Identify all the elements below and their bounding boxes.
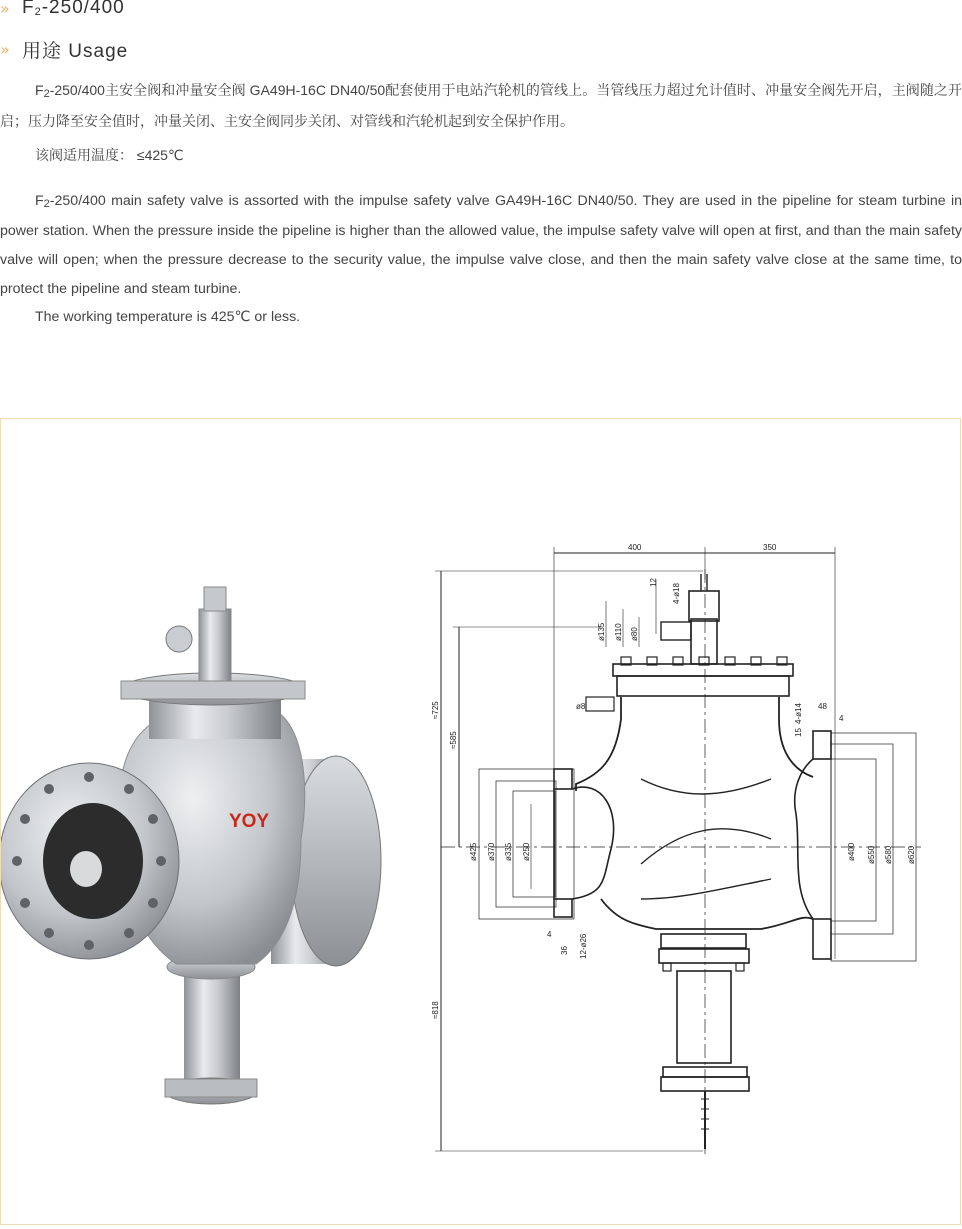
chinese-temperature [0,141,962,170]
cn-body: -250/400主安全阀和冲量安全阀 GA49H-16C DN40/50配套使用于电站汽轮机的管线上。当管线压力超过允计值时、冲量安全阀先开启，主阀随之开启；压力降至安全值时，冲量关闭、主安全阀同步关闭、对管线和汽轮机起到安全保护作用。 [0,82,962,129]
dim-small-5: 36 [560,946,569,955]
photo-bottom-flange-rim [165,1079,257,1097]
dim-left-1: ≈585 [449,731,458,749]
cn-prefix: F [35,82,44,98]
brand-mark: YOY [228,811,270,832]
en-prefix: F [35,193,44,209]
dim-stem-2: ø80 [630,627,639,641]
dim-left-0: ≈725 [431,701,440,719]
dim-small-6: 12-ø26 [579,933,588,959]
usage-heading [0,36,128,63]
dim-top-0: 400 [628,543,642,552]
dim-stem-0: ø135 [597,622,606,641]
chinese-description [0,76,962,136]
drawing-lower-flange [661,934,746,948]
cn-subscript: 2 [43,88,50,100]
panel-svg [1,419,960,1224]
dim-pipe-left-3: ø250 [522,842,531,861]
product-image-panel [0,418,961,1225]
photo-top-cap [204,587,226,611]
en-subscript: 2 [43,198,50,210]
dim-pipe-right-2: ø580 [884,845,893,864]
model-heading [0,0,125,19]
dim-pipe-right-3: ø620 [907,845,916,864]
dim-small-7: ø8 [576,702,586,711]
drawing-lower-stem [677,971,731,1063]
photo-top-cylinder [199,609,231,681]
drawing-side-port [661,622,691,640]
dim-stem-3: 4-ø18 [672,583,681,604]
model-rest: -250/400 [41,0,125,18]
dim-pipe-left-2: ø335 [504,842,513,861]
dim-pipe-right-1: ø550 [867,845,876,864]
dim-stem-1: ø110 [614,623,623,641]
drawing-inlet-flange-top [554,769,572,789]
drawing-outlet-flange-top [813,731,831,759]
dim-small-4: 4 [547,930,552,939]
dim-pipe-left-1: ø370 [487,842,496,861]
usage-title: 用途 Usage [22,41,129,62]
en-temp-text: The working temperature is 425℃ or less. [35,309,301,325]
dim-pipe-right-0: ø400 [847,842,856,861]
dim-left-2: ≈818 [431,1001,440,1019]
dim-small-3: 4-ø14 [794,703,803,724]
photo-top-flange-rim [121,681,305,699]
dim-pipe-left-0: ø425 [469,842,478,861]
model-title [22,0,125,19]
english-temperature [0,303,962,332]
drawing-top-cap [689,591,719,621]
drawing-bonnet-flange [617,676,789,696]
photo-side-gauge [166,626,192,652]
dim-small-0: 48 [818,702,827,711]
chevron-icon: » [0,0,7,18]
model-prefix: F [22,0,35,18]
dim-small-1: 4 [839,714,844,723]
dim-small-2: 15 [794,728,803,737]
cn-temp-text: 该阀适用温度： ≤425℃ [35,147,184,163]
dim-stem-4: 12 [649,578,658,587]
drawing-outlet-flange-bottom [813,919,831,959]
model-subscript: 2 [34,6,42,18]
dim-top-1: 350 [763,543,777,552]
photo-lower-stem [184,964,240,1079]
chevron-icon: » [0,40,7,59]
valve-photo [1,587,381,1104]
en-body: -250/400 main safety valve is assorted with the impulse safety valve GA49H-16C DN40/50. They are used in the pipeline for steam turbine in power station. When the pressure inside the pipeline is higher than the allowed value, the impulse safety valve will open at first, and than the main safety valve will open; when the pressure decrease to the security value, the impulse valve close, and then the main safety valve close at the same time, to protect the pipeline and steam turbine. [0,193,962,297]
drawing-bonnet-flange-top [613,664,793,676]
english-description [0,187,962,304]
photo-inlet-disc [70,851,102,887]
drawing-inlet-flange-bottom [554,899,572,917]
